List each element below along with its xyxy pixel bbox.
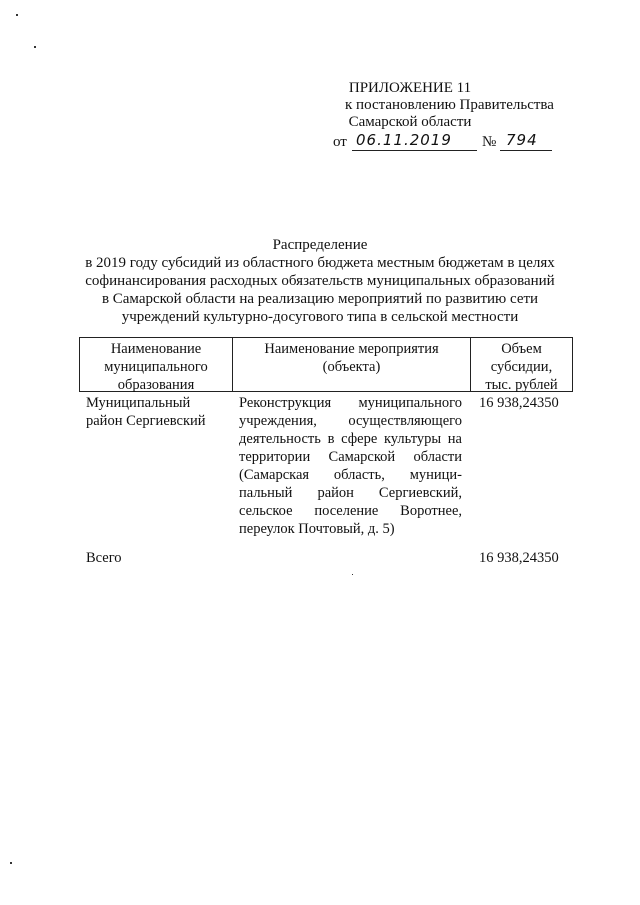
title-line: в Самарской области на реализацию мероприятий по развитию сети [101,291,539,307]
region-line: Самарской области [348,114,472,130]
date-field [352,132,477,151]
resolution-line: к постановлению Правительства [345,97,554,113]
appendix-label: ПРИЛОЖЕНИЕ 11 [348,80,472,96]
column-header-municipality: Наименование муниципального образования [104,341,208,393]
scan-speck [10,862,12,864]
table-border-top [79,337,573,338]
scan-speck [34,46,36,48]
column-header-event: Наименование мероприятия (объекта) [264,341,439,375]
number-value: 794 [506,131,538,149]
title-line: в 2019 году субсидий из областного бюджета местным бюджетам в целях [85,255,555,271]
total-amount: 16 938,24350 [479,550,559,566]
event-cell: Реконструкция муниципального учреждения, осуществляющего деятельность в сфере культуры на территории Самарской области (Самарская область, муници- пальный район Сергиевский, сельское поселение Воротнее, переулок Почтовый, д. 5) [239,395,462,537]
total-label: Всего [86,550,122,566]
municipality-cell: Муниципальный район Сергиевский [86,395,206,429]
column-header-amount: Объем субсидии, тыс. рублей [485,341,558,393]
amount-cell: 16 938,24350 [479,395,559,411]
number-label: № [482,134,497,150]
title-line: учреждений культурно-досугового типа в сельской местности [121,309,519,325]
number-field [500,132,552,151]
date-prefix: от [333,134,347,150]
scan-speck [352,574,353,575]
date-value: 06.11.2019 [356,131,452,149]
scan-speck [16,14,18,16]
table-border-right [572,337,573,392]
title-heading: Распределение [272,237,368,253]
title-line: софинансирования расходных обязательств муниципальных образований [85,273,555,289]
